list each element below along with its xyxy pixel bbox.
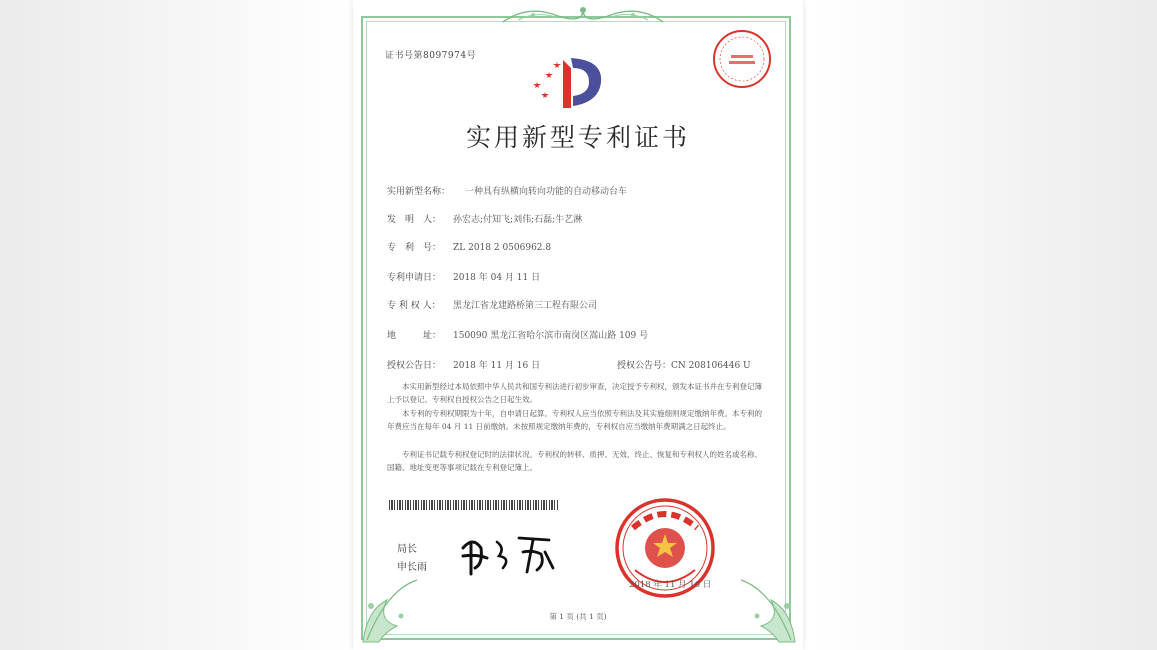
field-value: 150090 黑龙江省哈尔滨市南岗区嵩山路 109 号 [453,331,649,341]
field-label: 授权公告号： [617,361,672,371]
director-title: 局长 [397,544,417,555]
field-value: CN 208106446 U [671,361,751,371]
top-ornament [498,2,668,28]
field-label: 授权公告日： [387,361,442,371]
patent-certificate [353,0,803,650]
field-label: 实用新型名称： [387,187,451,197]
field-label: 发 明 人： [387,215,442,225]
field-value: 孙宏志;付知飞;刘伟;石磊;牛艺淋 [453,215,583,225]
field-utility-model-name [387,184,627,197]
field-label: 地 址： [387,331,442,341]
director-signature-icon [453,528,573,578]
field-patent-number [387,240,551,253]
paragraph-term-statement: 本专利的专利权期限为十年，自申请日起算。专利权人应当依照专利法及其实施细则规定缴纳年费。本专利的年费应当在每年 04 月 11 日前缴纳。未按照规定缴纳年费的，专利权自应当缴纳年费期满之日起终止。 [387,409,762,431]
director-name: 申长雨 [397,562,427,573]
page-footer: 第 1 页 (共 1 页) [549,612,607,621]
field-patentee [387,298,597,311]
barcode [389,500,559,510]
field-value: 黑龙江省龙建路桥第三工程有限公司 [453,301,598,311]
paragraph-legal-status: 专利证书记载专利权登记时的法律状况。专利权的转移、质押、无效、终止、恢复和专利权人的姓名或名称、国籍、地址变更等事项记载在专利登记簿上。 [387,450,762,472]
field-value: ZL 2018 2 0506962.8 [453,243,552,253]
official-stamp-icon [711,28,773,90]
field-grant-number [617,358,751,371]
field-label: 专 利 权 人： [387,301,441,311]
bottom-right-ornament [731,560,801,646]
field-address [387,328,648,341]
field-label: 专利申请日： [387,273,442,283]
field-value: 一种具有纵横向转向功能的自动移动台车 [465,187,628,197]
field-grant-date [387,358,751,371]
field-filing-date [387,270,540,283]
certificate-number: 证书号第8097974号 [385,51,477,61]
certificate-title: 实用新型专利证书 [465,123,690,152]
field-label: 专 利 号： [387,243,442,253]
field-value: 2018 年 04 月 11 日 [453,273,541,283]
field-inventor [387,212,582,225]
paragraph-grant-statement: 本实用新型经过本局依照中华人民共和国专利法进行初步审查，决定授予专利权，颁发本证书并在专利登记簿上予以登记。专利权自授权公告之日起生效。 [387,382,762,404]
seal-date: 2018 年 11 月 16 日 [629,580,712,590]
field-value: 2018 年 11 月 16 日 [453,361,541,371]
cnipa-logo-icon [533,52,613,110]
